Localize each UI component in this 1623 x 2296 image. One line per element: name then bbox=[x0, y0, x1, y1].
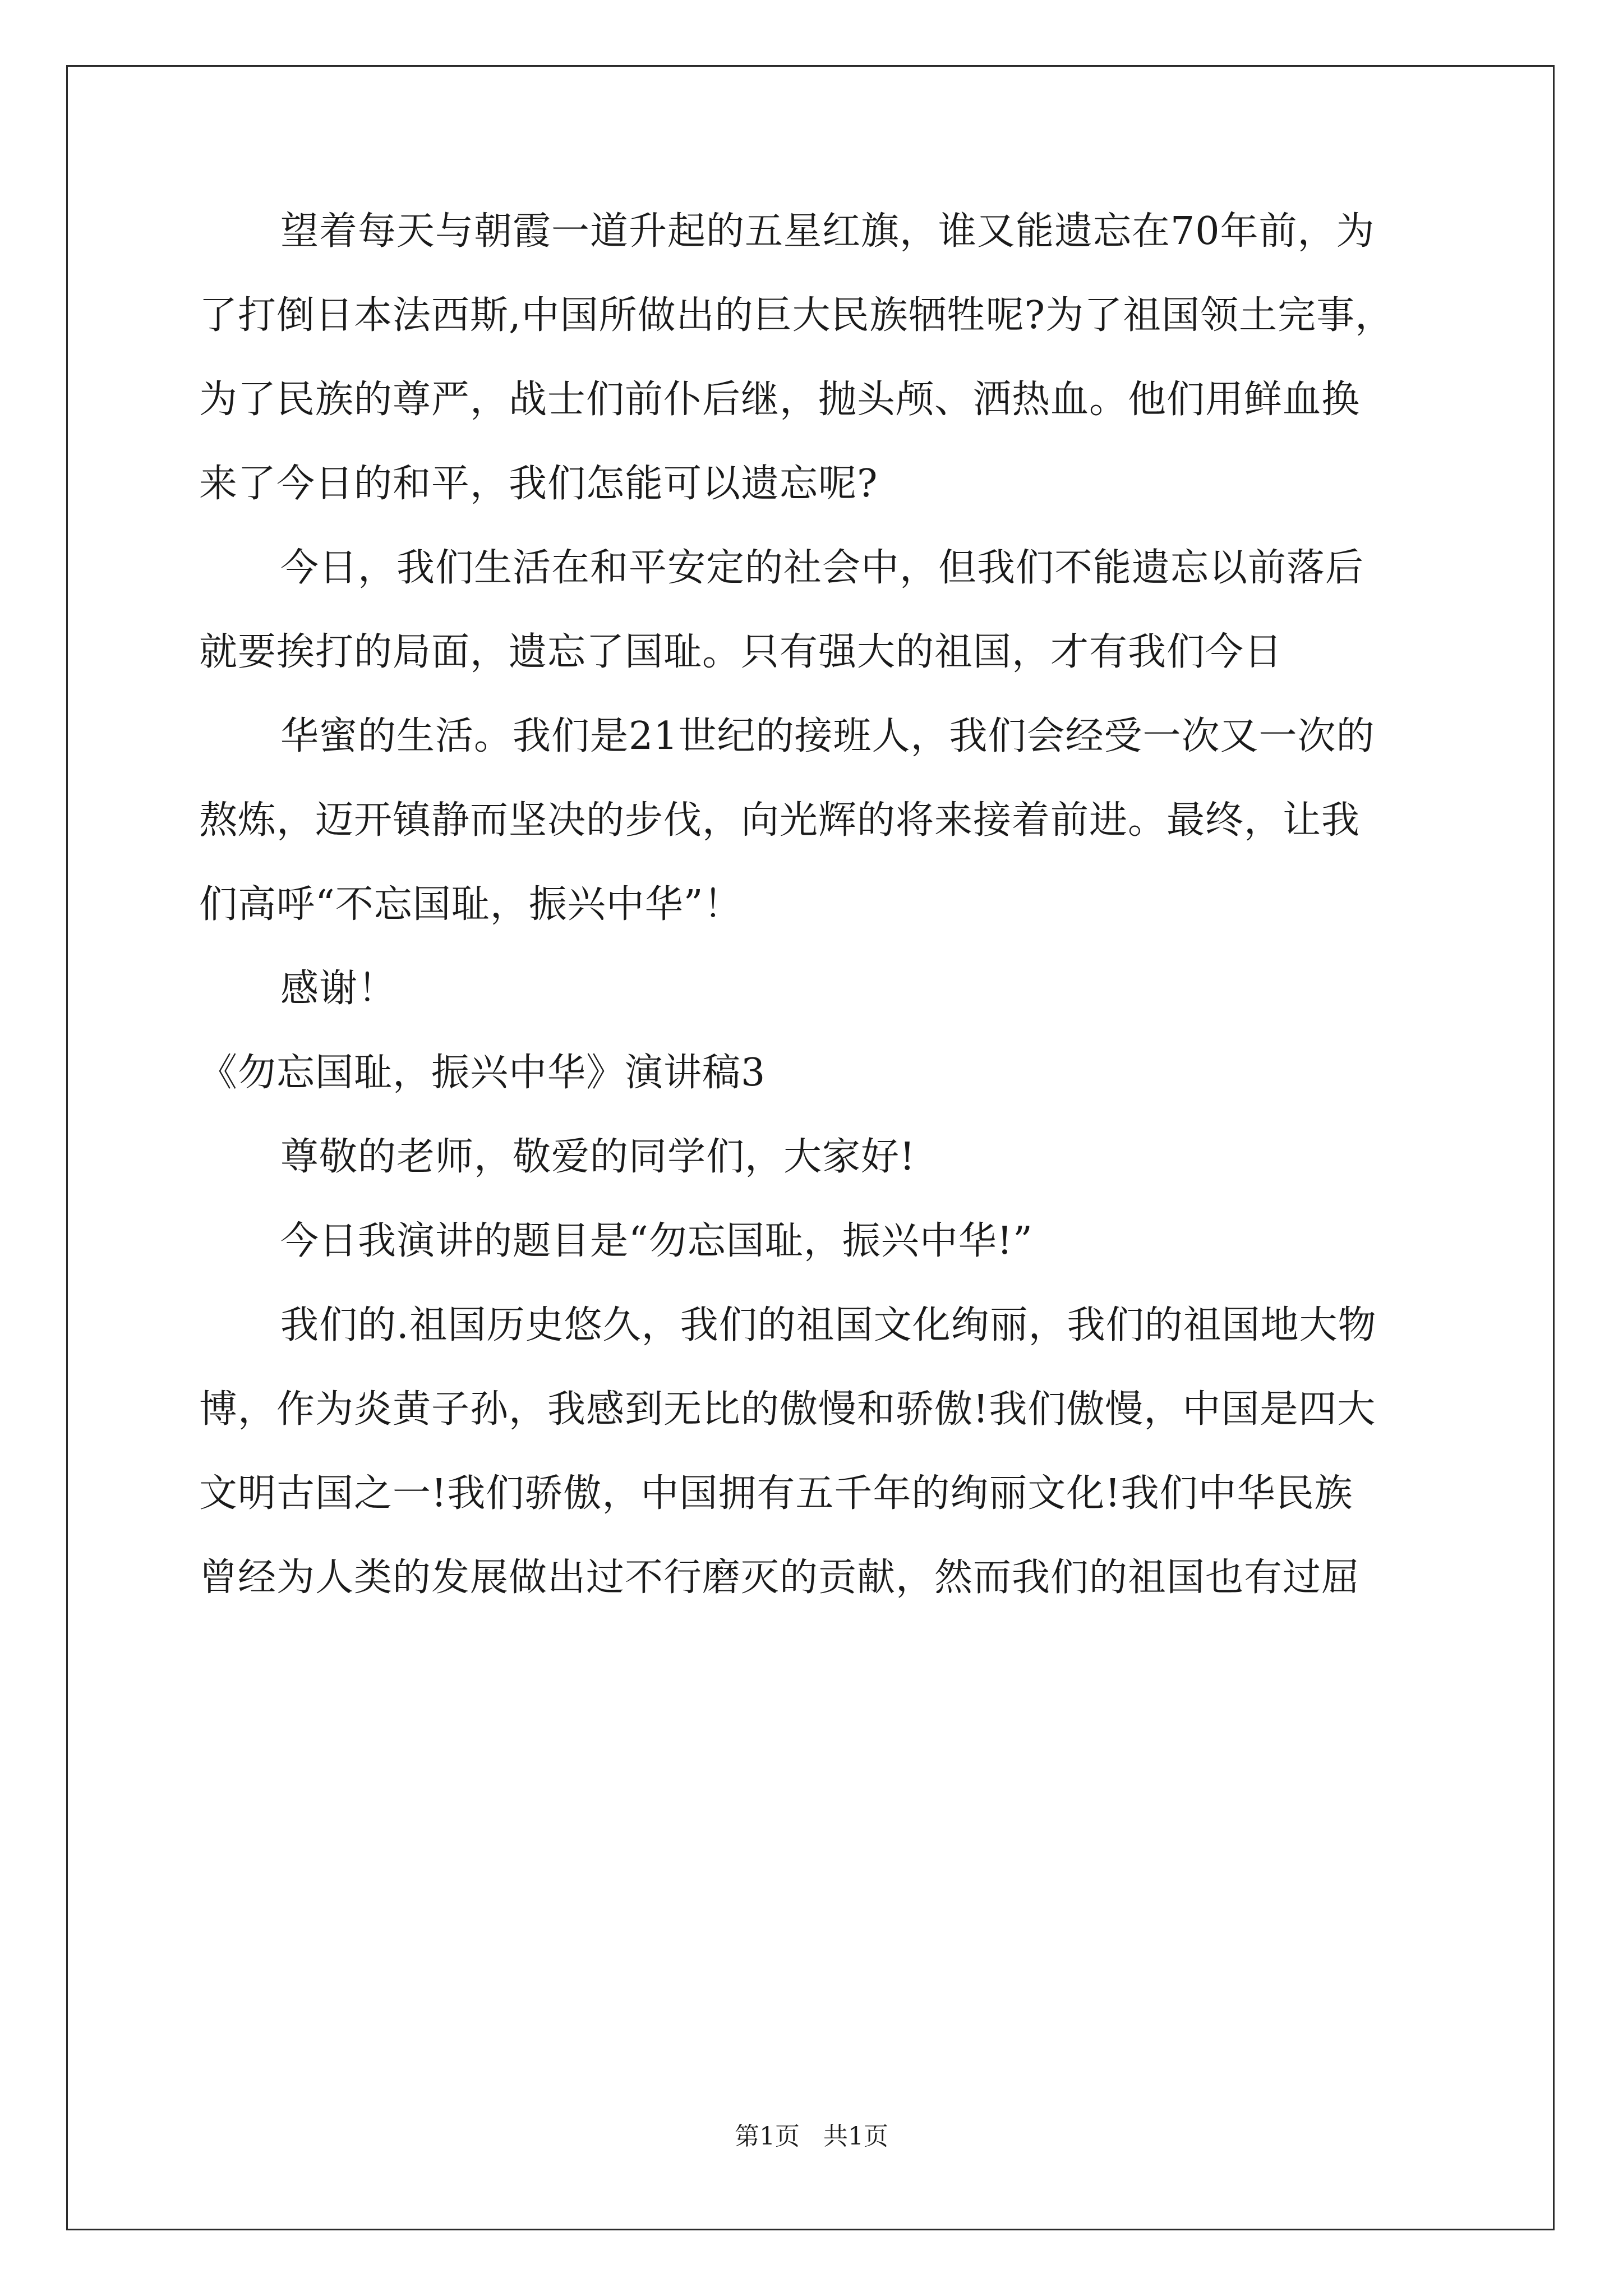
paragraph-line: 感谢！ bbox=[280, 967, 397, 1011]
paragraph-line: 华蜜的生活。我们是21世纪的接班人，我们会经受一次又一次的 bbox=[280, 714, 1375, 758]
paragraph-line: 曾经为人类的发展做出过不行磨灭的贡献，然而我们的祖国也有过屈 bbox=[199, 1556, 1361, 1600]
section-heading: 《勿忘国耻，振兴中华》演讲稿3 bbox=[199, 1051, 766, 1095]
paragraph-line: 望着每天与朝霞一道升起的五星红旗，谁又能遗忘在70年前，为 bbox=[280, 209, 1375, 254]
paragraph-line: 文明古国之一!我们骄傲，中国拥有五千年的绚丽文化!我们中华民族 bbox=[199, 1471, 1353, 1516]
paragraph-line: 们高呼“不忘国耻，振兴中华”！ bbox=[199, 882, 743, 927]
paragraph-line: 今日，我们生活在和平安定的社会中，但我们不能遗忘以前落后 bbox=[280, 546, 1364, 590]
paragraph-line: 我们的.祖国历史悠久，我们的祖国文化绚丽，我们的祖国地大物 bbox=[280, 1303, 1377, 1347]
page-footer: 第1页 共1页 bbox=[735, 2122, 888, 2151]
paragraph-line: 来了今日的和平，我们怎能可以遗忘呢? bbox=[199, 462, 878, 506]
paragraph-line: 博，作为炎黄子孙，我感到无比的傲慢和骄傲!我们傲慢，中国是四大 bbox=[199, 1387, 1376, 1432]
paragraph-line: 为了民族的尊严，战士们前仆后继，抛头颅、洒热血。他们用鲜血换 bbox=[199, 378, 1361, 422]
paragraph-line: 尊敬的老师，敬爱的同学们，大家好! bbox=[280, 1135, 916, 1179]
paragraph-line: 就要挨打的局面，遗忘了国耻。只有强大的祖国，才有我们今日 bbox=[199, 630, 1283, 674]
paragraph-line: 熬炼，迈开镇静而坚决的步伐，向光辉的将来接着前进。最终，让我 bbox=[199, 798, 1361, 843]
paragraph-line: 今日我演讲的题目是“勿忘国耻，振兴中华!” bbox=[280, 1219, 1033, 1263]
paragraph-line: 了打倒日本法西斯,中国所做出的巨大民族牺牲呢?为了祖国领土完事， bbox=[199, 293, 1394, 338]
